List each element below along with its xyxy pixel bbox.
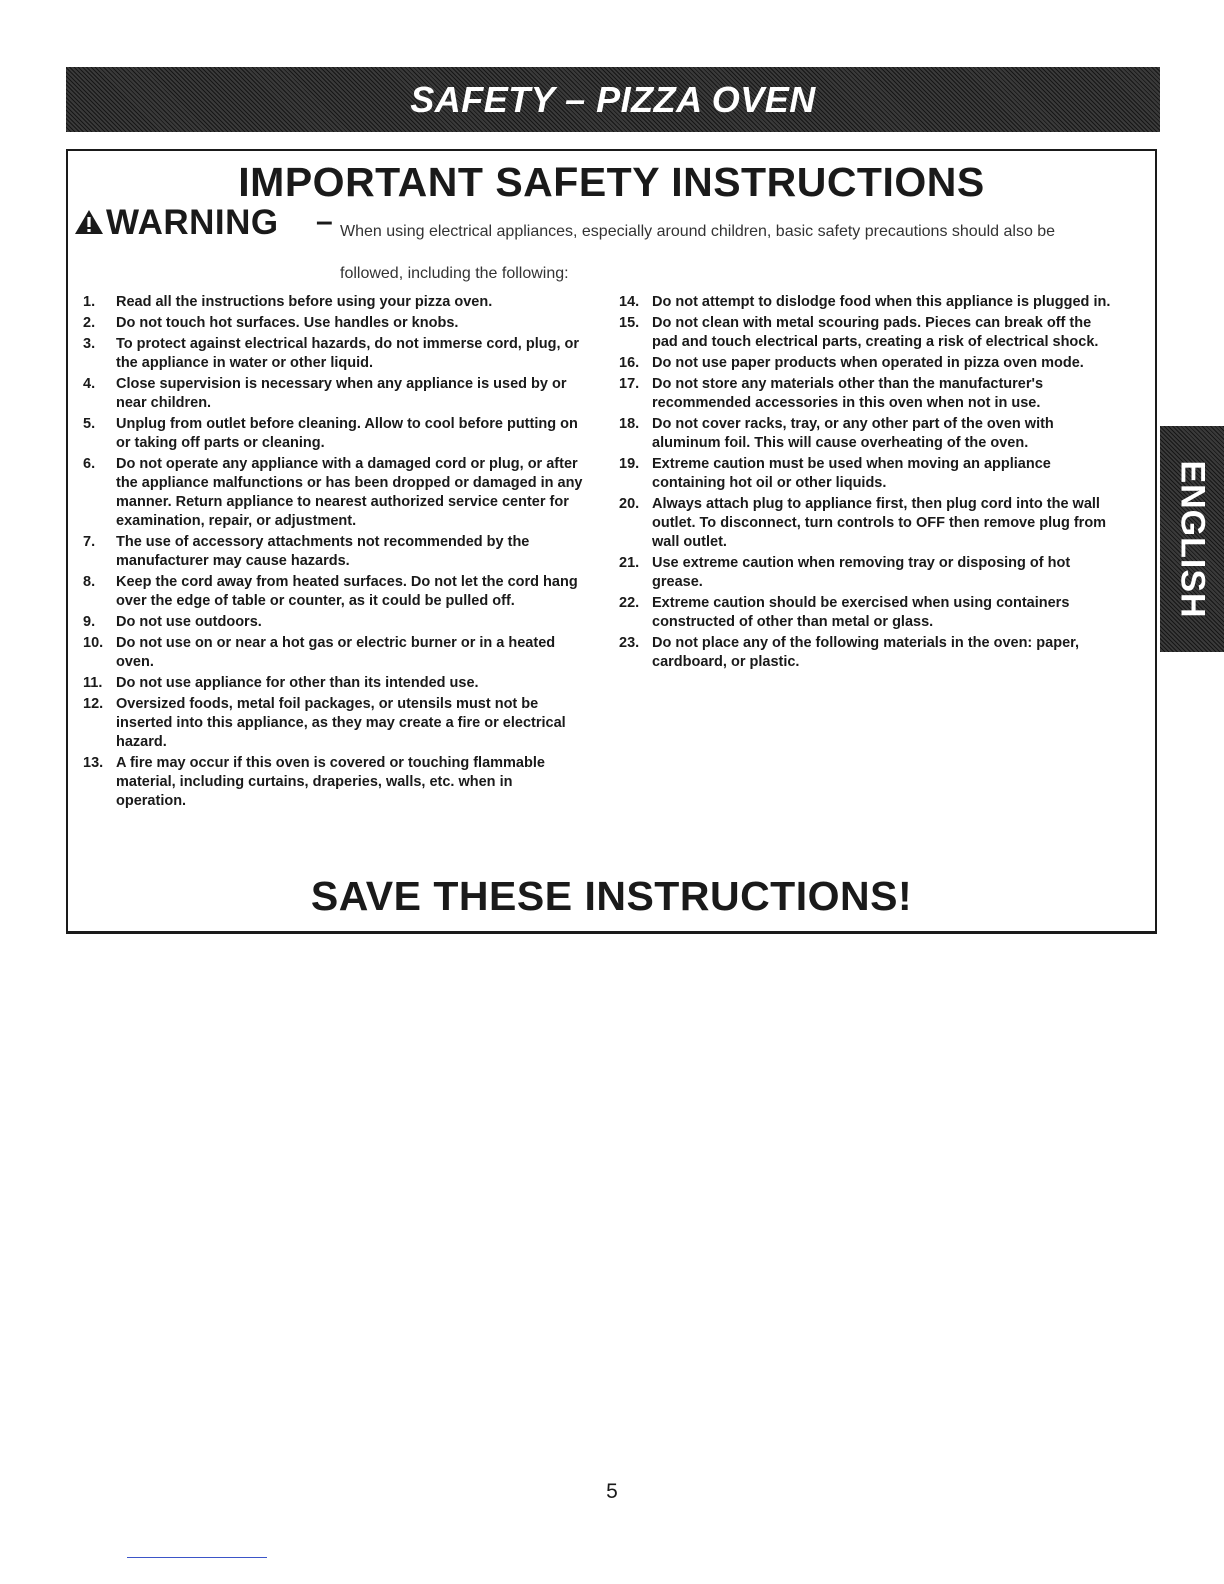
item-number: 13. (83, 755, 104, 771)
item-number: 5. (83, 416, 96, 432)
list-item (619, 594, 1119, 632)
list-item (619, 354, 1119, 373)
warning-triangle-icon (74, 209, 104, 235)
list-item (83, 415, 583, 453)
item-text: Do not place any of the following materials in the oven: paper, cardboard, or plastic. (652, 635, 1080, 670)
list-item (619, 554, 1119, 592)
item-number: 10. (83, 635, 104, 651)
warning-text: When using electrical appliances, especially around children, basic safety precautions should also be (340, 223, 1056, 240)
item-number: 14. (619, 294, 640, 310)
list-item (83, 674, 583, 693)
item-text: Oversized foods, metal foil packages, or utensils must not be inserted into this appliance, as they may create a fire or electrical hazard. (116, 696, 566, 750)
warning-dash: – (316, 205, 333, 238)
section-banner (66, 67, 1160, 132)
list-item (619, 415, 1119, 453)
list-item (619, 455, 1119, 493)
item-text: Do not use outdoors. (116, 614, 262, 630)
list-item (83, 293, 583, 312)
item-number: 23. (619, 635, 640, 651)
item-number: 21. (619, 555, 640, 571)
warning-text-continued: followed, including the following: (340, 265, 569, 282)
instructions-list-left (83, 293, 583, 813)
list-item (83, 634, 583, 672)
item-number: 20. (619, 496, 640, 512)
list-item (83, 533, 583, 571)
list-item (83, 335, 583, 373)
item-text: The use of accessory attachments not recommended by the manufacturer may cause hazards. (116, 534, 530, 569)
item-text: Do not clean with metal scouring pads. Pieces can break off the pad and touch electrical parts, creating a risk of electrical shock. (652, 315, 1099, 350)
item-number: 17. (619, 376, 640, 392)
item-text: Read all the instructions before using your pizza oven. (116, 294, 493, 310)
item-number: 19. (619, 456, 640, 472)
list-item (83, 314, 583, 333)
item-text: To protect against electrical hazards, do not immerse cord, plug, or the appliance in water or other liquid. (116, 336, 580, 371)
list-item (83, 455, 583, 531)
item-text: Use extreme caution when removing tray or disposing of hot grease. (652, 555, 1071, 590)
item-text: Always attach plug to appliance first, then plug cord into the wall outlet. To disconnect, turn controls to OFF then remove plug from wall outlet. (652, 496, 1107, 550)
list-item (83, 695, 583, 752)
save-instructions-title: SAVE THESE INSTRUCTIONS! (310, 873, 913, 919)
item-number: 12. (83, 696, 104, 712)
item-text: Extreme caution must be used when moving an appliance containing hot oil or other liquids. (652, 456, 1051, 491)
item-number: 15. (619, 315, 640, 331)
list-item (619, 495, 1119, 552)
item-number: 2. (83, 315, 96, 331)
item-number: 9. (83, 614, 96, 630)
item-text: Do not use appliance for other than its intended use. (116, 675, 479, 691)
item-number: 4. (83, 376, 96, 392)
item-number: 11. (83, 675, 103, 691)
bottom-divider (127, 1557, 267, 1558)
list-item (83, 613, 583, 632)
item-number: 22. (619, 595, 640, 611)
page-number: 5 (606, 1480, 618, 1503)
list-item (83, 573, 583, 611)
item-text: Do not attempt to dislodge food when this appliance is plugged in. (652, 294, 1111, 310)
list-item (619, 314, 1119, 352)
item-text: Do not touch hot surfaces. Use handles or knobs. (116, 315, 459, 331)
item-number: 8. (83, 574, 96, 590)
list-item (619, 634, 1119, 672)
item-text: Do not use paper products when operated in pizza oven mode. (652, 355, 1084, 371)
language-tab (1160, 426, 1224, 652)
main-title: IMPORTANT SAFETY INSTRUCTIONS (238, 159, 985, 205)
item-text: Do not operate any appliance with a damaged cord or plug, or after the appliance malfunctions or has been dropped or damaged in any manner. Return appliance to nearest authorized service center for examination, repair, or adjustment. (116, 456, 583, 529)
item-text: Do not use on or near a hot gas or electric burner or in a heated oven. (116, 635, 556, 670)
list-item (83, 375, 583, 413)
list-item (619, 375, 1119, 413)
item-number: 6. (83, 456, 96, 472)
item-text: Do not cover racks, tray, or any other part of the oven with aluminum foil. This will cause overheating of the oven. (652, 416, 1054, 451)
banner-title: SAFETY – PIZZA OVEN (410, 78, 816, 120)
list-item (83, 754, 583, 811)
language-tab-label: ENGLISH (1173, 459, 1212, 619)
list-item (619, 293, 1119, 312)
warning-word: WARNING (106, 203, 279, 242)
item-text: Unplug from outlet before cleaning. Allow to cool before putting on or taking off parts or cleaning. (116, 416, 578, 451)
item-number: 3. (83, 336, 96, 352)
item-text: Do not store any materials other than the manufacturer's recommended accessories in this oven when not in use. (652, 376, 1044, 411)
item-number: 18. (619, 416, 640, 432)
item-text: A fire may occur if this oven is covered or touching flammable material, including curtains, draperies, walls, etc. when in operation. (116, 755, 545, 809)
item-number: 7. (83, 534, 96, 550)
safety-instructions-box (66, 149, 1157, 934)
item-text: Extreme caution should be exercised when using containers constructed of other than metal or glass. (652, 595, 1070, 630)
instructions-list-right (619, 293, 1119, 674)
item-number: 16. (619, 355, 640, 371)
item-text: Close supervision is necessary when any appliance is used by or near children. (116, 376, 567, 411)
item-number: 1. (83, 294, 96, 310)
item-text: Keep the cord away from heated surfaces. Do not let the cord hang over the edge of table or counter, as it could be pulled off. (116, 574, 578, 609)
